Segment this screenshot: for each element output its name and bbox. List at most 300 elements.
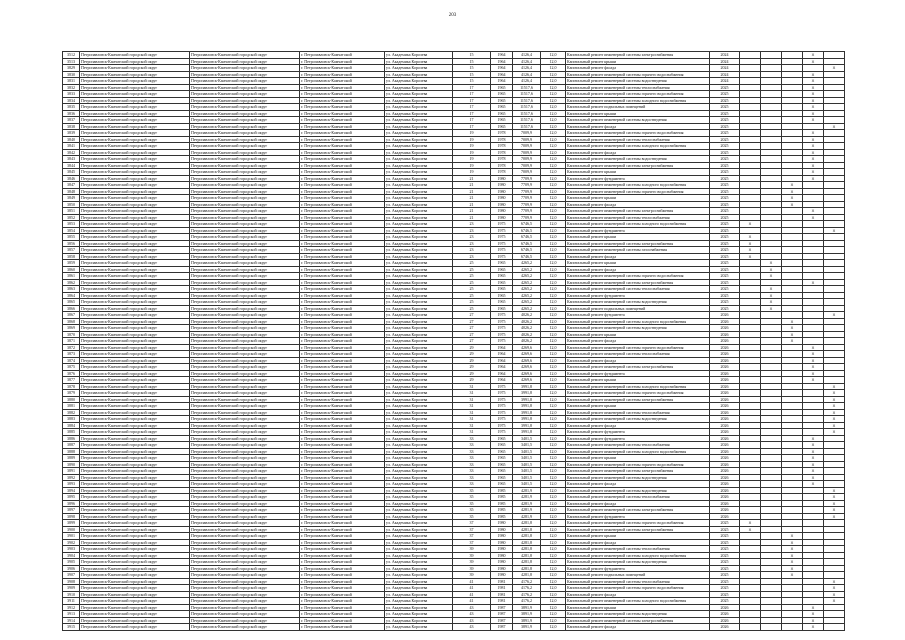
cell-m5: X: [824, 409, 845, 416]
cell-m4: X: [803, 624, 824, 631]
cell-m1: X: [740, 526, 761, 533]
cell-n: 3842: [63, 149, 80, 156]
cell-settlement: г. Петропавловск-Камчатский: [300, 546, 385, 553]
cell-house: 27: [453, 338, 491, 345]
cell-settlement: г. Петропавловск-Камчатский: [300, 520, 385, 527]
cell-n: 3861: [63, 273, 80, 280]
cell-m5: X: [824, 578, 845, 585]
cell-street: ул. Академика Королева: [385, 383, 453, 390]
cell-n: 3831: [63, 78, 80, 85]
cell-settlement: г. Петропавловск-Камчатский: [300, 598, 385, 605]
cell-floors: 12,0: [541, 136, 566, 143]
cell-year: 1975: [491, 247, 513, 254]
cell-street: ул. Академика Королева: [385, 370, 453, 377]
cell-area: 4265,2: [513, 279, 541, 286]
cell-work: Капитальный ремонт инженерной системы теплоснабжения: [566, 136, 710, 143]
cell-municipality: Петропавловск-Камчатский городской округ: [190, 611, 300, 618]
cell-floors: 12,0: [541, 552, 566, 559]
cell-house: 37: [453, 520, 491, 527]
cell-period: 2025: [710, 591, 740, 598]
cell-street: ул. Академика Королева: [385, 182, 453, 189]
cell-house: 31: [453, 396, 491, 403]
cell-floors: 12,0: [541, 292, 566, 299]
cell-area: 4269,6: [513, 357, 541, 364]
cell-municipality: Петропавловск-Камчатский городской округ: [190, 572, 300, 579]
cell-floors: 12,0: [541, 214, 566, 221]
cell-street: ул. Академика Королева: [385, 286, 453, 293]
cell-settlement: г. Петропавловск-Камчатский: [300, 572, 385, 579]
cell-area: 3891,9: [513, 611, 541, 618]
cell-area: 6746,5: [513, 221, 541, 228]
cell-work: Капитальный ремонт фасада: [566, 65, 710, 72]
cell-period: 2026: [710, 611, 740, 618]
cell-street: ул. Академика Королева: [385, 292, 453, 299]
cell-m4: X: [803, 143, 824, 150]
cell-street: ул. Академика Королева: [385, 364, 453, 371]
cell-municipality: Петропавловск-Камчатский городской округ: [190, 97, 300, 104]
cell-area: 4269,6: [513, 364, 541, 371]
cell-settlement: г. Петропавловск-Камчатский: [300, 552, 385, 559]
cell-house: 21: [453, 208, 491, 215]
cell-house: 33: [453, 435, 491, 442]
cell-year: 1975: [491, 416, 513, 423]
cell-work: Капитальный ремонт фундамента: [566, 513, 710, 520]
cell-floors: 12,0: [541, 266, 566, 273]
cell-year: 1980: [491, 188, 513, 195]
cell-m4: X: [803, 279, 824, 286]
cell-municipality: Петропавловск-Камчатский городской округ: [190, 377, 300, 384]
cell-n: 3880: [63, 396, 80, 403]
cell-municipality: Петропавловск-Камчатский городской округ: [190, 143, 300, 150]
cell-settlement: г. Петропавловск-Камчатский: [300, 273, 385, 280]
cell-work: Капитальный ремонт крыши: [566, 110, 710, 117]
cell-municipality: Петропавловск-Камчатский городской округ: [190, 500, 300, 507]
cell-period: 2025: [710, 201, 740, 208]
cell-municipality: Петропавловск-Камчатский городской округ: [190, 390, 300, 397]
cell-district: Петропавловск-Камчатский городской округ: [80, 344, 190, 351]
cell-m5: X: [824, 585, 845, 592]
cell-area: 3401,5: [513, 442, 541, 449]
cell-period: 2025: [710, 539, 740, 546]
cell-house: 41: [453, 585, 491, 592]
cell-house: 35: [453, 487, 491, 494]
cell-street: ул. Академика Королева: [385, 604, 453, 611]
cell-n: 3893: [63, 481, 80, 488]
cell-period: 2026: [710, 494, 740, 501]
cell-period: 2025: [710, 572, 740, 579]
cell-area: 6746,5: [513, 240, 541, 247]
cell-house: 31: [453, 383, 491, 390]
cell-floors: 12,0: [541, 247, 566, 254]
cell-house: 33: [453, 461, 491, 468]
cell-area: 3991,8: [513, 383, 541, 390]
cell-m5: X: [824, 591, 845, 598]
cell-settlement: г. Петропавловск-Камчатский: [300, 247, 385, 254]
cell-municipality: Петропавловск-Камчатский городской округ: [190, 351, 300, 358]
cell-floors: 12,0: [541, 383, 566, 390]
cell-house: 27: [453, 331, 491, 338]
cell-house: 17: [453, 91, 491, 98]
cell-street: ул. Академика Королева: [385, 585, 453, 592]
cell-municipality: Петропавловск-Камчатский городской округ: [190, 422, 300, 429]
cell-year: 1965: [491, 292, 513, 299]
cell-street: ул. Академика Королева: [385, 598, 453, 605]
cell-floors: 12,0: [541, 604, 566, 611]
cell-year: 1980: [491, 201, 513, 208]
cell-house: 25: [453, 266, 491, 273]
cell-street: ул. Академика Королева: [385, 422, 453, 429]
cell-work: Капитальный ремонт инженерной системы электроснабжения: [566, 279, 710, 286]
cell-house: 33: [453, 474, 491, 481]
cell-year: 1964: [491, 370, 513, 377]
cell-floors: 12,0: [541, 526, 566, 533]
cell-m4: X: [803, 455, 824, 462]
cell-street: ул. Академика Королева: [385, 403, 453, 410]
cell-n: 3904: [63, 552, 80, 559]
cell-floors: 12,0: [541, 104, 566, 111]
cell-floors: 12,0: [541, 52, 566, 59]
cell-district: Петропавловск-Камчатский городской округ: [80, 149, 190, 156]
cell-year: 1965: [491, 468, 513, 475]
cell-floors: 12,0: [541, 396, 566, 403]
cell-work: Капитальный ремонт фундамента: [566, 227, 710, 234]
cell-district: Петропавловск-Камчатский городской округ: [80, 227, 190, 234]
cell-n: 3878: [63, 383, 80, 390]
cell-m5: X: [824, 65, 845, 72]
cell-floors: 12,0: [541, 578, 566, 585]
cell-n: 3853: [63, 221, 80, 228]
cell-district: Петропавловск-Камчатский городской округ: [80, 234, 190, 241]
cell-street: ул. Академика Королева: [385, 507, 453, 514]
cell-street: ул. Академика Королева: [385, 416, 453, 423]
cell-street: ул. Академика Королева: [385, 84, 453, 91]
cell-n: 3867: [63, 312, 80, 319]
cell-street: ул. Академика Королева: [385, 104, 453, 111]
cell-municipality: Петропавловск-Камчатский городской округ: [190, 364, 300, 371]
cell-municipality: Петропавловск-Камчатский городской округ: [190, 65, 300, 72]
cell-area: 7709,9: [513, 188, 541, 195]
cell-year: 1964: [491, 344, 513, 351]
cell-street: ул. Академика Королева: [385, 175, 453, 182]
cell-work: Капитальный ремонт фасада: [566, 624, 710, 631]
cell-work: Капитальный ремонт инженерной системы электроснабжения: [566, 240, 710, 247]
cell-street: ул. Академика Королева: [385, 208, 453, 215]
cell-n: 3830: [63, 71, 80, 78]
cell-period: 2025: [710, 136, 740, 143]
cell-house: 35: [453, 507, 491, 514]
cell-floors: 12,0: [541, 117, 566, 124]
cell-district: Петропавловск-Камчатский городской округ: [80, 559, 190, 566]
cell-municipality: Петропавловск-Камчатский городской округ: [190, 429, 300, 436]
cell-floors: 12,0: [541, 461, 566, 468]
page-number: 203: [448, 13, 457, 18]
cell-year: 1978: [491, 156, 513, 163]
register-table: [62, 51, 845, 631]
cell-house: 23: [453, 240, 491, 247]
cell-year: 1965: [491, 474, 513, 481]
cell-municipality: Петропавловск-Камчатский городской округ: [190, 338, 300, 345]
cell-house: 19: [453, 149, 491, 156]
cell-m4: X: [803, 71, 824, 78]
cell-area: 3401,5: [513, 481, 541, 488]
cell-period: 2026: [710, 409, 740, 416]
cell-settlement: г. Петропавловск-Камчатский: [300, 500, 385, 507]
cell-m4: X: [803, 377, 824, 384]
cell-m4: X: [803, 468, 824, 475]
cell-settlement: г. Петропавловск-Камчатский: [300, 65, 385, 72]
cell-area: 4176,2: [513, 598, 541, 605]
cell-house: 15: [453, 71, 491, 78]
cell-m3: X: [782, 559, 803, 566]
cell-area: 4265,2: [513, 305, 541, 312]
cell-district: Петропавловск-Камчатский городской округ: [80, 351, 190, 358]
cell-municipality: Петропавловск-Камчатский городской округ: [190, 52, 300, 59]
cell-settlement: г. Петропавловск-Камчатский: [300, 130, 385, 137]
cell-work: Капитальный ремонт крыши: [566, 331, 710, 338]
cell-m5: X: [824, 416, 845, 423]
cell-year: 1964: [491, 52, 513, 59]
cell-period: 2025: [710, 123, 740, 130]
cell-municipality: Петропавловск-Камчатский городской округ: [190, 156, 300, 163]
cell-house: 15: [453, 78, 491, 85]
cell-house: 21: [453, 175, 491, 182]
cell-area: 4176,2: [513, 585, 541, 592]
cell-district: Петропавловск-Камчатский городской округ: [80, 513, 190, 520]
cell-work: Капитальный ремонт фасада: [566, 338, 710, 345]
cell-m4: X: [803, 97, 824, 104]
cell-street: ул. Академика Королева: [385, 279, 453, 286]
cell-settlement: г. Петропавловск-Камчатский: [300, 383, 385, 390]
cell-house: 21: [453, 195, 491, 202]
cell-house: 17: [453, 84, 491, 91]
cell-m4: X: [803, 136, 824, 143]
cell-m3: X: [782, 539, 803, 546]
cell-area: 7709,9: [513, 195, 541, 202]
cell-period: 2026: [710, 435, 740, 442]
cell-year: 1965: [491, 260, 513, 267]
cell-district: Петропавловск-Камчатский городской округ: [80, 299, 190, 306]
cell-street: ул. Академика Королева: [385, 351, 453, 358]
cell-m4: X: [803, 474, 824, 481]
cell-house: 35: [453, 513, 491, 520]
cell-municipality: Петропавловск-Камчатский городской округ: [190, 409, 300, 416]
cell-settlement: г. Петропавловск-Камчатский: [300, 403, 385, 410]
cell-municipality: Петропавловск-Камчатский городской округ: [190, 383, 300, 390]
cell-settlement: г. Петропавловск-Камчатский: [300, 565, 385, 572]
cell-year: 1975: [491, 383, 513, 390]
cell-m3: X: [782, 572, 803, 579]
cell-settlement: г. Петропавловск-Камчатский: [300, 617, 385, 624]
cell-house: 33: [453, 468, 491, 475]
cell-municipality: Петропавловск-Камчатский городской округ: [190, 533, 300, 540]
cell-settlement: г. Петропавловск-Камчатский: [300, 91, 385, 98]
cell-work: Капитальный ремонт инженерной системы теплоснабжения: [566, 546, 710, 553]
cell-m2: X: [761, 286, 782, 293]
cell-house: 21: [453, 188, 491, 195]
cell-period: 2024: [710, 58, 740, 65]
cell-m4: X: [803, 344, 824, 351]
cell-floors: 12,0: [541, 208, 566, 215]
cell-floors: 12,0: [541, 149, 566, 156]
cell-floors: 12,0: [541, 565, 566, 572]
cell-municipality: Петропавловск-Камчатский городской округ: [190, 344, 300, 351]
cell-floors: 12,0: [541, 240, 566, 247]
cell-period: 2024: [710, 65, 740, 72]
cell-work: Капитальный ремонт фасада: [566, 591, 710, 598]
cell-street: ул. Академика Королева: [385, 78, 453, 85]
cell-m4: X: [803, 104, 824, 111]
cell-settlement: г. Петропавловск-Камчатский: [300, 370, 385, 377]
cell-house: 21: [453, 201, 491, 208]
cell-house: 21: [453, 214, 491, 221]
cell-year: 1965: [491, 448, 513, 455]
cell-floors: 12,0: [541, 143, 566, 150]
cell-m4: X: [803, 357, 824, 364]
cell-municipality: Петропавловск-Камчатский городской округ: [190, 578, 300, 585]
cell-settlement: г. Петропавловск-Камчатский: [300, 461, 385, 468]
cell-year: 1965: [491, 110, 513, 117]
cell-year: 1978: [491, 169, 513, 176]
cell-work: Капитальный ремонт инженерной системы горячего водоснабжения: [566, 390, 710, 397]
cell-area: 7709,9: [513, 175, 541, 182]
cell-street: ул. Академика Королева: [385, 474, 453, 481]
cell-n: 3907: [63, 572, 80, 579]
cell-period: 2026: [710, 442, 740, 449]
cell-floors: 12,0: [541, 78, 566, 85]
cell-work: Капитальный ремонт инженерной системы водоотведения: [566, 416, 710, 423]
cell-house: 19: [453, 162, 491, 169]
cell-house: 19: [453, 143, 491, 150]
cell-n: 3835: [63, 104, 80, 111]
cell-work: Капитальный ремонт инженерной системы горячего водоснабжения: [566, 520, 710, 527]
cell-district: Петропавловск-Камчатский городской округ: [80, 318, 190, 325]
cell-municipality: Петропавловск-Камчатский городской округ: [190, 214, 300, 221]
cell-n: 3857: [63, 247, 80, 254]
cell-settlement: г. Петропавловск-Камчатский: [300, 299, 385, 306]
cell-year: 1975: [491, 331, 513, 338]
cell-year: 1981: [491, 578, 513, 585]
cell-period: 2026: [710, 370, 740, 377]
cell-n: 3897: [63, 507, 80, 514]
cell-m3: X: [782, 546, 803, 553]
cell-settlement: г. Петропавловск-Камчатский: [300, 182, 385, 189]
cell-work: Капитальный ремонт инженерной системы холодного водоснабжения: [566, 318, 710, 325]
cell-floors: 12,0: [541, 182, 566, 189]
cell-house: 27: [453, 325, 491, 332]
cell-area: 6746,5: [513, 253, 541, 260]
cell-n: 3883: [63, 416, 80, 423]
cell-settlement: г. Петропавловск-Камчатский: [300, 533, 385, 540]
cell-area: 4026,2: [513, 331, 541, 338]
cell-n: 3894: [63, 487, 80, 494]
cell-floors: 12,0: [541, 539, 566, 546]
cell-district: Петропавловск-Камчатский городской округ: [80, 279, 190, 286]
cell-street: ул. Академика Королева: [385, 149, 453, 156]
cell-settlement: г. Петропавловск-Камчатский: [300, 214, 385, 221]
cell-floors: 12,0: [541, 299, 566, 306]
cell-settlement: г. Петропавловск-Камчатский: [300, 364, 385, 371]
cell-municipality: Петропавловск-Камчатский городской округ: [190, 604, 300, 611]
cell-area: 3991,8: [513, 416, 541, 423]
cell-n: 3898: [63, 513, 80, 520]
cell-area: 4281,8: [513, 539, 541, 546]
cell-n: 3848: [63, 188, 80, 195]
cell-year: 1965: [491, 123, 513, 130]
cell-n: 3891: [63, 468, 80, 475]
cell-district: Петропавловск-Камчатский городской округ: [80, 58, 190, 65]
cell-municipality: Петропавловск-Камчатский городской округ: [190, 169, 300, 176]
cell-floors: 12,0: [541, 84, 566, 91]
cell-period: 2025: [710, 117, 740, 124]
cell-settlement: г. Петропавловск-Камчатский: [300, 448, 385, 455]
cell-floors: 12,0: [541, 123, 566, 130]
cell-district: Петропавловск-Камчатский городской округ: [80, 461, 190, 468]
cell-period: 2026: [710, 357, 740, 364]
cell-floors: 12,0: [541, 533, 566, 540]
cell-work: Капитальный ремонт крыши: [566, 533, 710, 540]
cell-street: ул. Академика Королева: [385, 97, 453, 104]
cell-settlement: г. Петропавловск-Камчатский: [300, 266, 385, 273]
cell-n: 3854: [63, 227, 80, 234]
cell-floors: 12,0: [541, 429, 566, 436]
cell-municipality: Петропавловск-Камчатский городской округ: [190, 136, 300, 143]
cell-work: Капитальный ремонт инженерной системы теплоснабжения: [566, 286, 710, 293]
cell-floors: 12,0: [541, 370, 566, 377]
cell-street: ул. Академика Королева: [385, 591, 453, 598]
cell-floors: 12,0: [541, 624, 566, 631]
cell-district: Петропавловск-Камчатский городской округ: [80, 331, 190, 338]
cell-floors: 12,0: [541, 585, 566, 592]
cell-district: Петропавловск-Камчатский городской округ: [80, 481, 190, 488]
cell-period: 2026: [710, 487, 740, 494]
cell-n: 3889: [63, 455, 80, 462]
cell-period: 2025: [710, 104, 740, 111]
cell-n: 3913: [63, 611, 80, 618]
cell-municipality: Петропавловск-Камчатский городской округ: [190, 357, 300, 364]
cell-area: 7709,9: [513, 182, 541, 189]
cell-work: Капитальный ремонт фундамента: [566, 312, 710, 319]
cell-n: 3912: [63, 604, 80, 611]
cell-work: Капитальный ремонт инженерной системы холодного водоснабжения: [566, 143, 710, 150]
cell-floors: 12,0: [541, 494, 566, 501]
cell-m1: X: [740, 221, 761, 228]
cell-area: 11517,6: [513, 104, 541, 111]
cell-floors: 12,0: [541, 286, 566, 293]
cell-floors: 12,0: [541, 227, 566, 234]
cell-year: 1985: [491, 500, 513, 507]
cell-street: ул. Академика Королева: [385, 117, 453, 124]
cell-area: 7009,9: [513, 130, 541, 137]
cell-area: 11517,6: [513, 110, 541, 117]
cell-district: Петропавловск-Камчатский городской округ: [80, 598, 190, 605]
cell-district: Петропавловск-Камчатский городской округ: [80, 455, 190, 462]
cell-floors: 12,0: [541, 611, 566, 618]
cell-work: Капитальный ремонт инженерной системы водоотведения: [566, 299, 710, 306]
cell-municipality: Петропавловск-Камчатский городской округ: [190, 624, 300, 631]
cell-settlement: г. Петропавловск-Камчатский: [300, 58, 385, 65]
cell-house: 25: [453, 305, 491, 312]
cell-n: 3903: [63, 546, 80, 553]
cell-n: 3902: [63, 539, 80, 546]
cell-work: Капитальный ремонт подвальных помещений: [566, 305, 710, 312]
cell-street: ул. Академика Королева: [385, 442, 453, 449]
cell-district: Петропавловск-Камчатский городской округ: [80, 325, 190, 332]
cell-period: 2026: [710, 507, 740, 514]
cell-floors: 12,0: [541, 260, 566, 267]
cell-municipality: Петропавловск-Камчатский городской округ: [190, 110, 300, 117]
cell-district: Петропавловск-Камчатский городской округ: [80, 624, 190, 631]
cell-floors: 12,0: [541, 559, 566, 566]
